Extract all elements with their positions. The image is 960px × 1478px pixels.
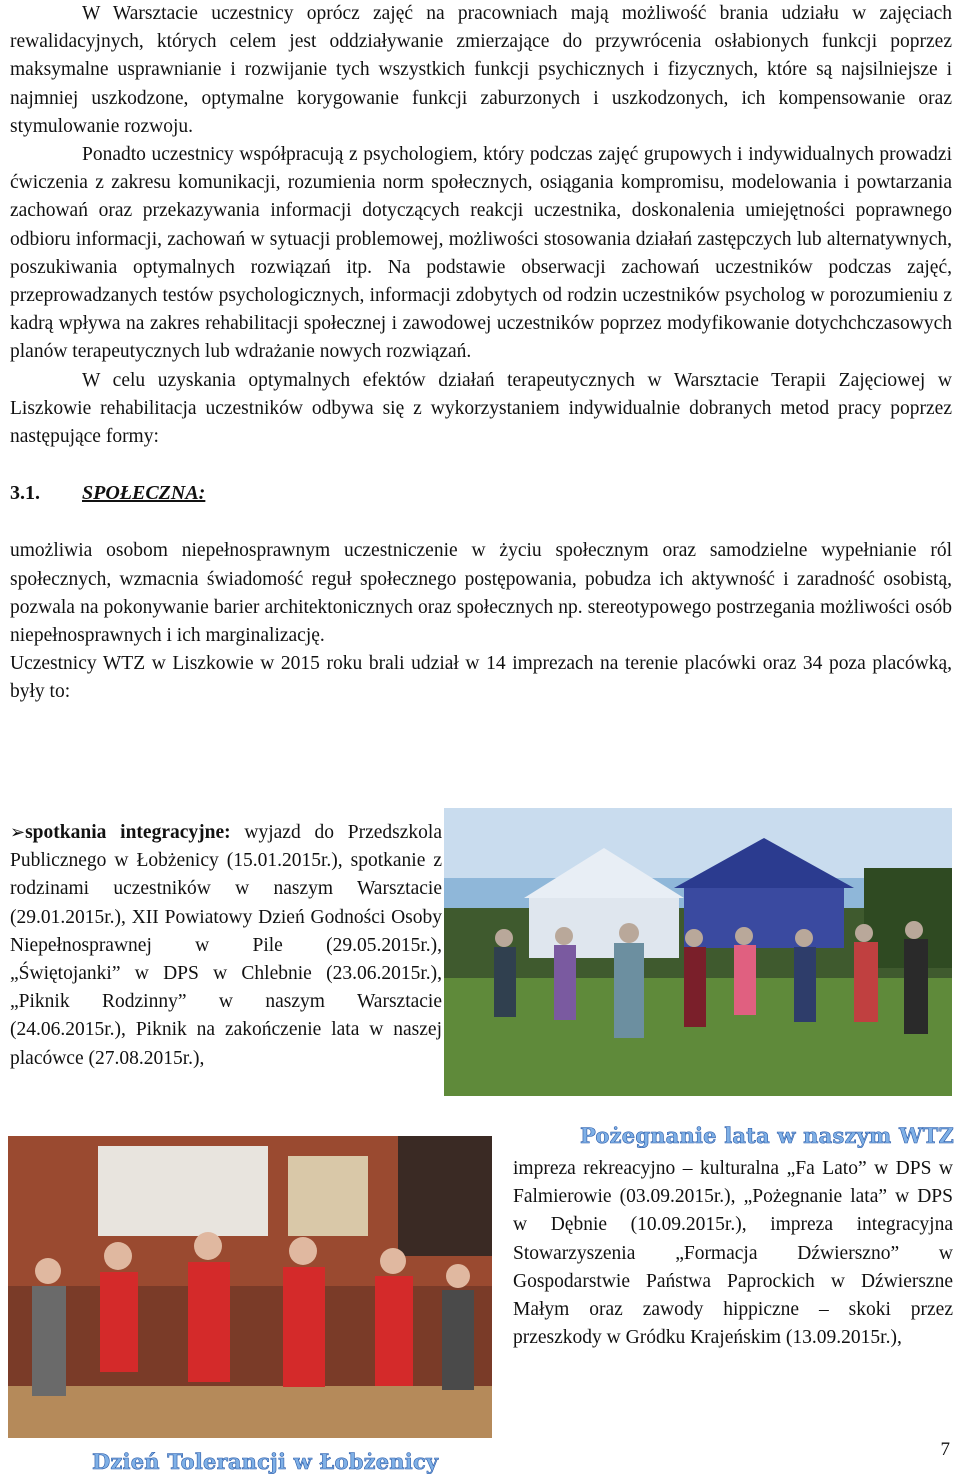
- document-page: [10, 0, 952, 707]
- paragraph-imprezy: Uczestnicy WTZ w Liszkowie w 2015 roku brali udział w 14 imprezach na terenie placówki oraz 34 poza placówką, były to:: [10, 653, 952, 703]
- right-text-block: [513, 1155, 953, 1352]
- paragraph-psycholog: Ponadto uczestnicy współpracują z psychologiem, który podczas zajęć grupowych i indywidualnych prowadzi ćwiczenia z zakresu komunikacji, rozumienia norm społecznych, osiągania kompromisu, modelowania i powtarzania zachowań oraz przekazywania informacji dotyczących reakcji uczestnika, doskonalenia umiejętności poprawnego odbioru informacji, zachowań w sytuacji problemowej, możliwości stosowania działań zastępczych lub alternatywnych, poszukiwania optymalnych rozwiązań itp. Na podstawie obserwacji zachowań uczestników podczas zajęć, przeprowadzanych testów psychologicznych, informacji zdobytych od rodzin uczestników psycholog w porozumieniu z kadrą wpływa na zakres rehabilitacji społecznej i zawodowej uczestników poprzez modyfikowanie dotychchczasowych planów terapeutycznych lub wdrażanie nowych rozwiązań.: [10, 144, 952, 363]
- bullet-label: spotkania integracyjne:: [25, 822, 231, 843]
- right-text: impreza rekreacyjno – kulturalna „Fa Lato” w DPS w Falmierowie (03.09.2015r.), „Pożegnanie lata” w DPS w Dębnie (10.09.2015r.), impreza integracyjna Stowarzyszenia „Formacja Dźwierszno” w Gospodarstwie Państwa Paprockich w Dźwierszne Małym oraz zawody hippiczne – skoki przez przeszkody w Gródku Krajeńskim (13.09.2015r.),: [513, 1158, 953, 1349]
- paragraph-rewalidacja: W Warsztacie uczestnicy oprócz zajęć na pracowniach mają możliwość brania udziału w zajęciach rewalidacyjnych, których celem jest oddziaływanie zmierzające do przywrócenia osłabionych funkcji poprzez maksymalne usprawnianie i rozwijanie tych wszystkich funkcji psychicznych i fizycznych, które są najsilniejsze i najmniej uszkodzone, optymalne korygowanie funkcji zaburzonych i uszkodzonych, ich kompensowanie oraz stymulowanie rozwoju.: [10, 3, 952, 137]
- arrow-bullet-icon: ➢: [10, 822, 26, 842]
- section-number: 3.1.: [10, 482, 40, 505]
- paragraph-formy: W celu uzyskania optymalnych efektów działań terapeutycznych w Warsztacie Terapii Zajęciowej w Liszkowie rehabilitacja uczestników odbywa się z wykorzystaniem indywidualnie dobranych metod pracy poprzez następujące formy:: [10, 369, 952, 448]
- bullet-block: [10, 818, 442, 1073]
- caption-photo-1: Pożegnanie lata w naszym WTZ: [580, 1123, 955, 1148]
- page-number: 7: [940, 1439, 950, 1460]
- bullet-text: wyjazd do Przedszkola Publicznego w Łobżenicy (15.01.2015r.), spotkanie z rodzinami uczestników w naszym Warsztacie (29.01.2015r.), XII Powiatowy Dzień Godności Osoby Niepełnosprawnej w Pile (29.05.2015r.), „Świętojanki” w DPS w Chlebnie (23.06.2015r.), „Piknik Rodzinny” w naszym Warsztacie (24.06.2015r.), Piknik na zakończenie lata w naszej placówce (27.08.2015r.),: [10, 822, 442, 1069]
- indoor-dance-photo: [8, 1136, 492, 1438]
- paragraph-spoleczna: umożliwia osobom niepełnosprawnym uczestniczenie w życiu społecznym oraz samodzielne wypełnianie ról społecznych, wzmacnia świadomość reguł społecznego postępowania, pobudza ich aktywność i zaradność osobistą, pozwala na pokonywanie barier architektonicznych oraz społecznych np. stereotypowego postrzegania możliwości osób niepełnosprawnych i ich marginalizację.: [10, 540, 952, 647]
- section-heading: [10, 479, 952, 507]
- outdoor-event-photo: [444, 808, 952, 1096]
- caption-photo-2: Dzień Tolerancji w Łobżenicy: [92, 1449, 439, 1474]
- section-title: SPOŁECZNA:: [82, 482, 206, 505]
- bullet-item: [10, 818, 442, 1073]
